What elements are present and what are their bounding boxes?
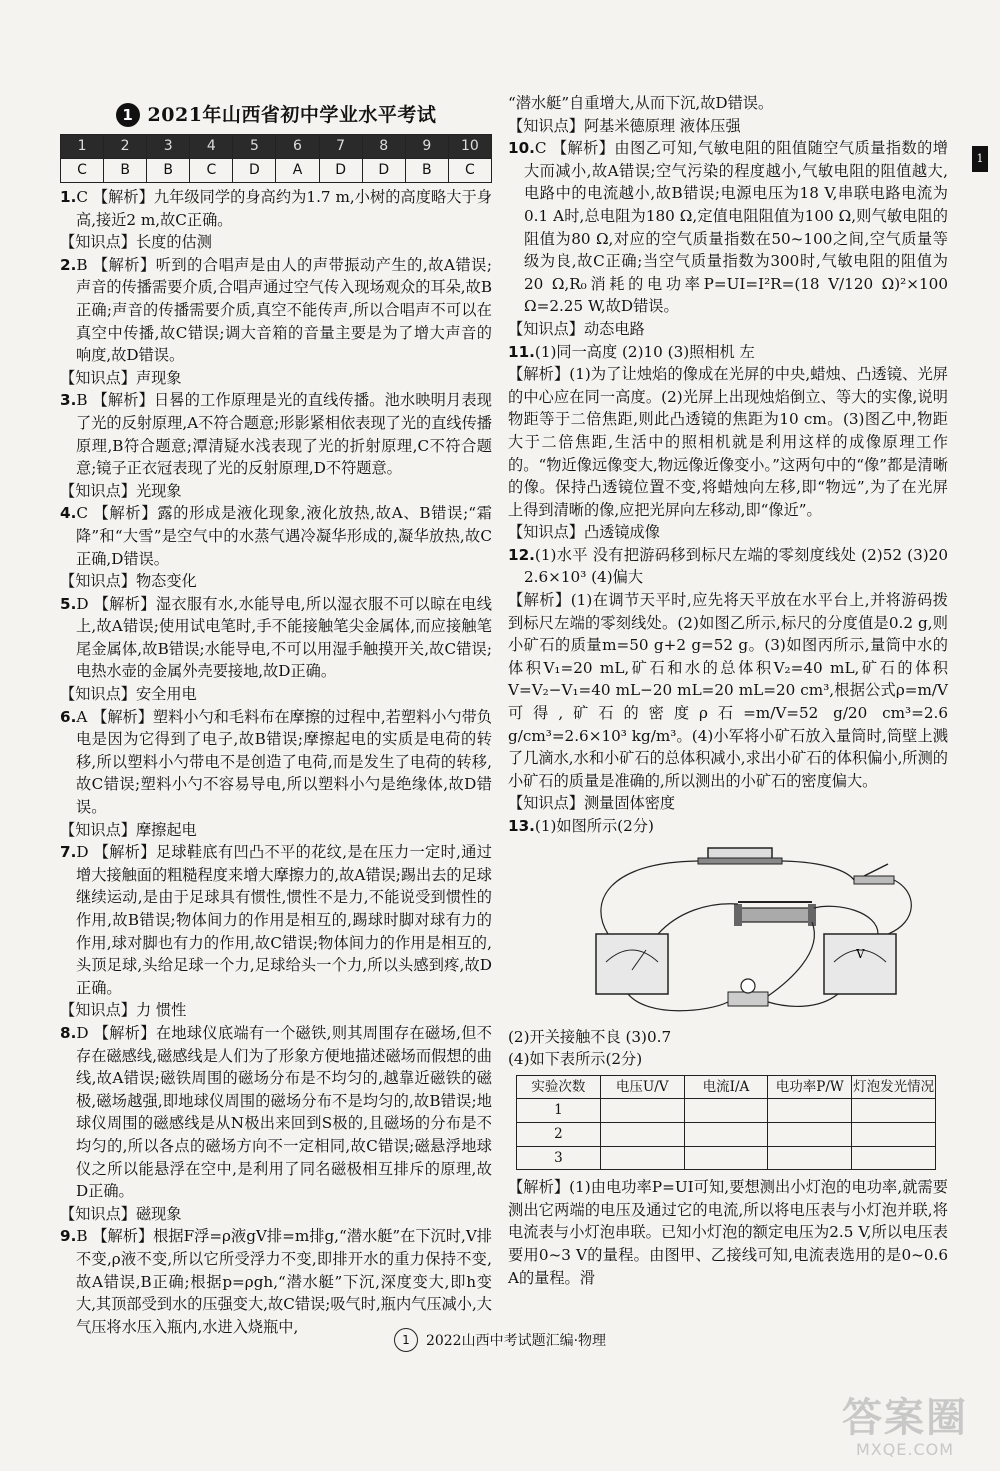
answer-number-cell: 2: [104, 135, 147, 159]
lamp-icon: [728, 992, 768, 1006]
knowledge-point: 【知识点】凸透镜成像: [508, 523, 660, 542]
question-item: [508, 92, 948, 137]
section-badge: 1: [116, 103, 140, 127]
experiment-header-cell: 电功率P/W: [768, 1075, 852, 1099]
answer-number-cell: 10: [448, 135, 491, 159]
answer-number-cell: 7: [319, 135, 362, 159]
q13-line2: (2)开关接触不良 (3)0.7: [508, 1027, 672, 1046]
footer-text: 2022山西中考试题汇编·物理: [425, 1333, 607, 1349]
q13-line3: (4)如下表所示(2分): [508, 1050, 643, 1069]
experiment-empty-cell: [684, 1146, 768, 1170]
experiment-empty-cell: [852, 1122, 936, 1146]
question-text: [60, 841, 492, 999]
answer-number-cell: 3: [147, 135, 190, 159]
question-text: [60, 389, 492, 479]
experiment-header-cell: 电流I/A: [684, 1075, 768, 1099]
question-item: [60, 502, 492, 592]
question-number: 4.: [60, 504, 77, 523]
experiment-table-row: [517, 1122, 936, 1146]
question-number: 10.: [508, 139, 535, 158]
knowledge-point: 【知识点】长度的估测: [60, 233, 212, 252]
knowledge-point: 【知识点】物态变化: [60, 572, 197, 591]
question-number: 7.: [60, 843, 77, 862]
experiment-empty-cell: [684, 1122, 768, 1146]
question-item: [508, 544, 948, 815]
voltmeter-icon: [824, 934, 896, 994]
question-text: [60, 502, 492, 570]
question-body: B 【解析】听到的合唱声是由人的声带振动产生的,故A错误;声音的传播需要介质,合唱声通过空气传入现场观众的耳朵,故B正确;声音的传播需要介质,真空不能传声,所以合唱声不可以在真空中传播,故C错误;调大音箱的音量主要是为了增大声音的响度,故D错误。: [76, 255, 492, 365]
answer-number-cell: 8: [362, 135, 405, 159]
answer-number-cell: 4: [190, 135, 233, 159]
question-text: [60, 186, 492, 231]
answer-letter-cell: C: [448, 159, 491, 183]
question-text: [60, 1022, 492, 1203]
answer-table-answer-row: [61, 159, 492, 183]
question-body: D 【解析】足球鞋底有凹凸不平的花纹,是在压力一定时,通过增大接触面的粗糙程度来增大摩擦力的,故A错误;踢出去的足球继续运动,是由于足球具有惯性,惯性不是力,不能说受到惯性的作用,故B错误;物体间力的作用是相互的,踢球时脚对球有力的作用,球对脚也有力的作用,故C错误;物体间力的作用是相互的,头顶足球,头给足球一个力,足球给头一个力,所以头感到疼,故D正确。: [76, 843, 492, 997]
question-item: [60, 1022, 492, 1225]
question-number: 8.: [60, 1023, 77, 1042]
question-text: [508, 341, 948, 364]
question-number: 1.: [60, 188, 77, 206]
question-item: [508, 341, 948, 544]
ammeter-icon: [596, 934, 668, 994]
question-text: [508, 92, 948, 115]
question-text: [60, 593, 492, 683]
answer-number-cell: 1: [61, 135, 104, 159]
knowledge-point: 【知识点】动态电路: [508, 319, 645, 338]
right-column: [508, 92, 948, 1289]
question-text: [508, 544, 948, 589]
watermark-logo: [820, 1396, 990, 1466]
question-body: C 【解析】九年级同学的身高约为1.7 m,小树的高度略大于身高,接近2 m,故C正确。: [76, 188, 492, 229]
question-analysis: 【解析】(1)为了让烛焰的像成在光屏的中央,蜡烛、凸透镜、光屏的中心应在同一高度。(2)光屏上出现烛焰倒立、等大的实像,说明物距等于二倍焦距,则此凸透镜的焦距为10 cm。(3)图乙中,物距大于二倍焦距,生活中的照相机就是利用这样的成像原理工作的。“物近像远像变大,物远像近像变小。”这两句中的“像”都是清晰的像。保持凸透镜位置不变,将蜡烛向左移,即“物远”,为了在光屏上得到清晰的像,应把光屏向左移动,即“像近”。: [508, 365, 948, 519]
experiment-empty-cell: [768, 1099, 852, 1123]
question-number: 9.: [60, 1227, 77, 1246]
answer-letter-cell: B: [147, 159, 190, 183]
voltmeter-label: V: [856, 946, 865, 961]
question-item: [60, 254, 492, 390]
answer-letter-cell: D: [233, 159, 276, 183]
question-number: 12.: [508, 545, 535, 564]
q13-line1: (1)如图所示(2分): [534, 817, 654, 835]
question-text: [60, 706, 492, 819]
answer-letter-cell: D: [319, 159, 362, 183]
question-13: [508, 815, 948, 1289]
watermark-big: 答案圈: [842, 1395, 968, 1441]
question-number: 11.: [508, 342, 535, 361]
right-question-list: [508, 92, 948, 815]
answer-letter-cell: C: [190, 159, 233, 183]
question-body: C 【解析】露的形成是液化现象,液化放热,故A、B错误;“霜降”和“大雪”是空气中的水蒸气遇冷凝华形成的,凝华放热,故C正确,D错误。: [76, 504, 492, 568]
question-number: 5.: [60, 594, 77, 613]
question-item: [60, 706, 492, 842]
question-body: C 【解析】由图乙可知,气敏电阻的阻值随空气质量指数的增大而减小,故A错误;空气污染的程度越小,气敏电阻的阻值越大,电路中的电流越小,故B错误;电源电压为18 V,串联电路电流为0.1 A时,总电阻为180 Ω,定值电阻阻值为100 Ω,则气敏电阻的阻值为80 Ω,对应的空气质量指数在50~100之间,空气质量等级为良,故C正确;当空气质量指数为300时,气敏电阻的阻值为20 Ω,R₀消耗的电功率P=UI=I²R=(18 V/120 Ω)²×100 Ω=2.25 W,故D错误。: [524, 139, 948, 316]
knowledge-point: 【知识点】摩擦起电: [60, 820, 197, 839]
section-title: [60, 100, 492, 130]
experiment-header-cell: 电压U/V: [600, 1075, 684, 1099]
experiment-header-cell: 灯泡发光情况: [852, 1075, 936, 1099]
left-question-list: [60, 186, 492, 1338]
answer-letter-cell: D: [362, 159, 405, 183]
experiment-trial-number: 1: [517, 1099, 601, 1123]
answer-letter-cell: B: [104, 159, 147, 183]
experiment-empty-cell: [600, 1099, 684, 1123]
q13-explanation: 【解析】(1)由电功率P=UI可知,要想测出小灯泡的电功率,就需要测出它两端的电压及通过它的电流,所以将电压表与小灯泡并联,将电流表与小灯泡串联。已知小灯泡的额定电压为2.5 V,所以电压表要用0~3 V的量程。由图甲、乙接线可知,电流表选用的是0~0.6 A的量程。滑: [508, 1178, 948, 1287]
experiment-empty-cell: [852, 1099, 936, 1123]
question-item: [60, 593, 492, 706]
question-item: [508, 137, 948, 340]
experiment-header-cell: 实验次数: [517, 1075, 601, 1099]
question-body: (1)同一高度 (2)10 (3)照相机 左: [534, 342, 755, 361]
question-item: [60, 186, 492, 254]
question-body: B 【解析】根据F浮=ρ液gV排=m排g,“潜水艇”在下沉时,V排不变,ρ液不变,所以它所受浮力不变,即排开水的重力保持不变,故A错误,B正确;根据p=ρgh,“潜水艇”下沉,深度变大,即h变大,其顶部受到水的压强变大,故C错误;吸气时,瓶内气压减小,大气压将水压入瓶内,水进入烧瓶中,: [76, 1227, 492, 1336]
knowledge-point: 【知识点】声现象: [60, 368, 182, 387]
rheostat-icon: [740, 908, 810, 922]
section-title-text: 2021年山西省初中学业水平考试: [147, 103, 437, 126]
question-body: D 【解析】湿衣服有水,水能导电,所以湿衣服不可以晾在电线上,故A错误;使用试电笔时,手不能接触笔尖金属体,而应接触笔尾金属体,故B错误;水能导电,不可以用湿手触摸开关,故C错误;电热水壶的金属外壳要接地,故D正确。: [76, 594, 492, 681]
question-body: D 【解析】在地球仪底端有一个磁铁,则其周围存在磁场,但不存在磁感线,磁感线是人们为了形象方便地描述磁场而假想的曲线,故A错误;磁铁周围的磁场分布是不均匀的,越靠近磁铁的磁极,磁场越强,即地球仪周围的磁场分布不是均匀的,故B错误;地球仪周围的磁感线是从N极出来回到S极的,且磁场的分布是不均匀的,所以各点的磁场方向不一定相同,故C错误;磁悬浮地球仪之所以能悬浮在空中,是利用了同名磁极相互排斥的原理,故D正确。: [76, 1023, 492, 1201]
page-footer: [0, 1328, 1000, 1352]
question-body: (1)水平 没有把游码移到标尺左端的零刻度线处 (2)52 (3)20 2.6×10³ (4)偏大: [524, 545, 948, 587]
knowledge-point: 【知识点】测量固体密度: [508, 794, 676, 813]
experiment-empty-cell: [852, 1146, 936, 1170]
answer-number-cell: 5: [233, 135, 276, 159]
watermark-small: MXQE.COM: [855, 1440, 955, 1459]
knowledge-point: 【知识点】力 惯性: [60, 1001, 187, 1020]
question-text: [508, 137, 948, 318]
experiment-table-row: [517, 1099, 936, 1123]
question-body: B 【解析】日晷的工作原理是光的直线传播。池水映明月表现了光的反射原理,A不符合题意;形影紧相依表现了光的直线传播原理,B符合题意;潭清疑水浅表现了光的折射原理,C不符合题意;镜子正衣冠表现了光的反射原理,D不符题意。: [76, 391, 492, 478]
knowledge-point: 【知识点】磁现象: [60, 1204, 182, 1223]
experiment-trial-number: 3: [517, 1146, 601, 1170]
answer-letter-cell: C: [61, 159, 104, 183]
question-number: 6.: [60, 707, 77, 726]
answer-table: [60, 134, 492, 183]
knowledge-point: 【知识点】安全用电: [60, 685, 197, 704]
knowledge-point: 【知识点】光现象: [60, 481, 182, 500]
left-column: [60, 92, 492, 1338]
question-analysis: 【解析】(1)在调节天平时,应先将天平放在水平台上,并将游码拨到标尺左端的零刻线处。(2)如图乙所示,标尺的分度值是0.2 g,则小矿石的质量m=50 g+2 g=52 g。(3)如图丙所示,量筒中水的体积V₁=20 mL,矿石和水的总体积V₂=40 mL,矿石的体积V=V₂−V₁=40 mL−20 mL=20 mL=20 cm³,根据公式ρ=m/V可得,矿石的密度ρ石=m/V=52 g/20 cm³=2.6 g/cm³=2.6×10³ kg/m³。(4)小军将小矿石放入量筒时,筒壁上溅了几滴水,水和小矿石的总体积减小,求出小矿石的体积偏小,所测的小矿石的质量是准确的,所以测出的小矿石的密度偏大。: [508, 591, 948, 790]
experiment-empty-cell: [768, 1146, 852, 1170]
question-body: A 【解析】塑料小勺和毛料布在摩擦的过程中,若塑料小勺带负电是因为它得到了电子,故B错误;摩擦起电的实质是电荷的转移,所以塑料小勺带电不是创造了电荷,而是发生了电荷的转移,故C错误;塑料小勺不容易导电,所以塑料小勺是绝缘体,故D错误。: [76, 707, 492, 817]
circuit-diagram: [588, 842, 928, 1022]
question-number: 13.: [508, 817, 535, 835]
experiment-table-header: [517, 1075, 936, 1099]
question-item: [60, 841, 492, 1022]
experiment-empty-cell: [600, 1122, 684, 1146]
experiment-trial-number: 2: [517, 1122, 601, 1146]
question-number: 3.: [60, 391, 77, 410]
knowledge-point: 【知识点】阿基米德原理 液体压强: [508, 116, 741, 135]
experiment-empty-cell: [768, 1122, 852, 1146]
question-item: [60, 389, 492, 502]
question-text: [60, 254, 492, 367]
page-number: 1: [394, 1328, 418, 1352]
switch-icon: [854, 876, 894, 884]
experiment-table-row: [517, 1146, 936, 1170]
question-number: 2.: [60, 255, 77, 274]
experiment-empty-cell: [684, 1099, 768, 1123]
answer-table-header-row: [61, 135, 492, 159]
answer-letter-cell: B: [405, 159, 448, 183]
question-text: [60, 1225, 492, 1338]
experiment-table: [516, 1075, 936, 1170]
experiment-empty-cell: [600, 1146, 684, 1170]
answer-number-cell: 6: [276, 135, 319, 159]
answer-number-cell: 9: [405, 135, 448, 159]
side-tab: 1: [972, 146, 988, 172]
answer-letter-cell: A: [276, 159, 319, 183]
question-item: [60, 1225, 492, 1338]
question-body: “潜水艇”自重增大,从而下沉,故D错误。: [508, 94, 774, 112]
